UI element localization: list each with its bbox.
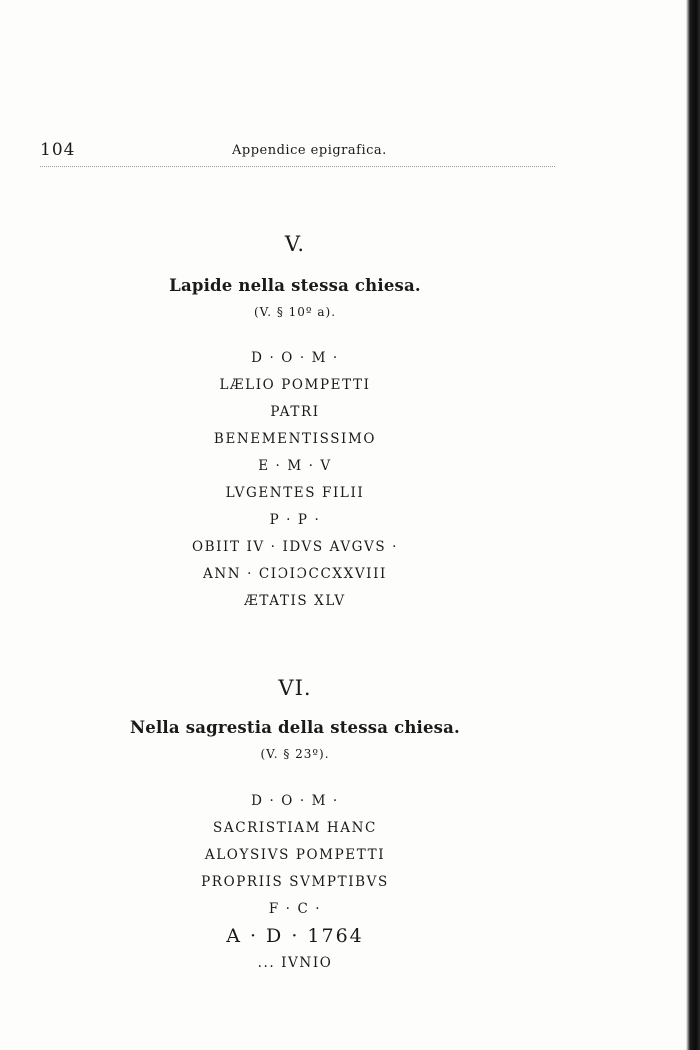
section-6-title: Nella sagrestia della stessa chiesa. [129, 718, 461, 737]
section-5-number: V. [284, 232, 306, 256]
inscription-line: BENEMENTISSIMO [213, 431, 377, 447]
inscription-line: D · O · M · [251, 350, 339, 366]
running-title: Appendice epigrafica. [232, 143, 387, 158]
inscription-line: ALOYSIVS POMPETTI [204, 847, 386, 863]
section-6-reference: (V. § 23º). [260, 747, 330, 761]
inscription-line: D · O · M · [251, 793, 339, 809]
page-number: 104 [40, 140, 76, 160]
inscription-line: LÆLIO POMPETTI [219, 377, 371, 393]
inscription-line: SACRISTIAM HANC [213, 820, 377, 836]
inscription-line: E · M · V [258, 458, 332, 474]
inscription-line: F · C · [268, 901, 322, 917]
inscription-line: PROPRIIS SVMPTIBVS [201, 874, 389, 890]
inscription-line: P · P · [269, 512, 321, 528]
inscription-line: PATRI [270, 404, 320, 420]
section-6-inscription [0, 788, 590, 977]
inscription-line: LVGENTES FILII [225, 485, 365, 501]
section-6-number: VI. [278, 676, 312, 700]
section-5-title: Lapide nella stessa chiesa. [169, 276, 421, 295]
section-5-inscription [0, 345, 590, 615]
inscription-line: A · D · 1764 [226, 925, 364, 947]
inscription-line: ... IVNIO [257, 955, 333, 971]
book-spine-shadow [686, 0, 700, 1050]
inscription-line: ÆTATIS XLV [244, 593, 346, 609]
section-5-reference: (V. § 10º a). [253, 305, 337, 319]
inscription-line: OBIIT IV · IDVS AVGVS · [191, 539, 399, 555]
header-rule [40, 166, 555, 167]
running-head [40, 140, 560, 164]
inscription-line: ANN · CIƆIƆCCXXVIII [203, 566, 387, 582]
